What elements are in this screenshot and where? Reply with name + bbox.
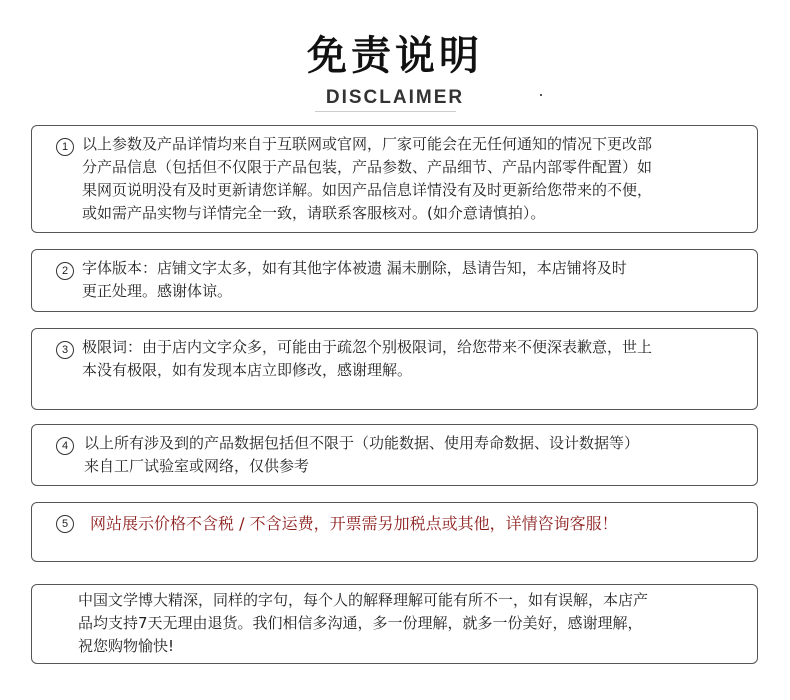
text-line: 更正处理。感谢体谅。 [82, 282, 233, 300]
text-line: 中国文学博大精深，同样的字句，每个人的解释理解可能有所不一，如有误解，本店产 [78, 591, 649, 609]
disclaimer-box-1 [31, 125, 758, 233]
text-line: 以上参数及产品详情均来自于互联网或官网，厂家可能会在无任何通知的情况下更改部 [82, 135, 653, 153]
text-line: 极限词：由于店内文字众多，可能由于疏忽个别极限词，给您带来不便深表歉意，世上 [82, 338, 653, 356]
decorative-dot [540, 94, 542, 96]
number-badge: 4 [56, 437, 74, 455]
number-badge: 5 [56, 515, 74, 533]
text-line: 品均支持7天无理由退货。我们相信多沟通，多一份理解，就多一份美好，感谢理解， [78, 614, 643, 632]
text-line: 或如需产品实物与详情完全一致，请联系客服核对。(如介意请慎拍）。 [82, 204, 546, 222]
text-line: 以上所有涉及到的产品数据包括但不限于（功能数据、使用寿命数据、设计数据等） [84, 434, 640, 452]
number-badge: 2 [56, 262, 74, 280]
subtitle-underline [315, 111, 456, 112]
disclaimer-box-5 [31, 502, 758, 562]
disclaimer-text-1 [82, 133, 652, 225]
text-line: 来自工厂试验室或网络，仅供参考 [84, 457, 310, 475]
disclaimer-text-4 [84, 432, 639, 478]
page-subtitle: DISCLAIMER [325, 87, 465, 108]
text-line: 字体版本：店铺文字太多，如有其他字体被遗 漏未删除，恳请告知，本店铺将及时 [82, 259, 627, 277]
disclaimer-box-closing [31, 584, 758, 664]
disclaimer-box-3 [31, 328, 758, 410]
number-badge: 3 [56, 341, 74, 359]
text-line: 本没有极限，如有发现本店立即修改，感谢理解。 [82, 361, 413, 379]
closing-text [78, 589, 648, 658]
disclaimer-box-4 [31, 424, 758, 486]
text-line: 分产品信息（包括但不仅限于产品包装，产品参数、产品细节、产品内部零件配置）如 [82, 158, 653, 176]
disclaimer-text-3 [82, 336, 652, 382]
disclaimer-text-2 [82, 257, 627, 303]
price-notice-text: 网站展示价格不含税 / 不含运费，开票需另加税点或其他，详情咨询客服！ [90, 514, 618, 533]
number-badge: 1 [56, 138, 74, 156]
disclaimer-box-2 [31, 249, 758, 312]
text-line: 果网页说明没有及时更新请您详解。如因产品信息详情没有及时更新给您带来的不便， [82, 181, 653, 199]
text-line: 祝您购物愉快! [78, 637, 175, 655]
page-title: 免责说明 [307, 33, 483, 79]
